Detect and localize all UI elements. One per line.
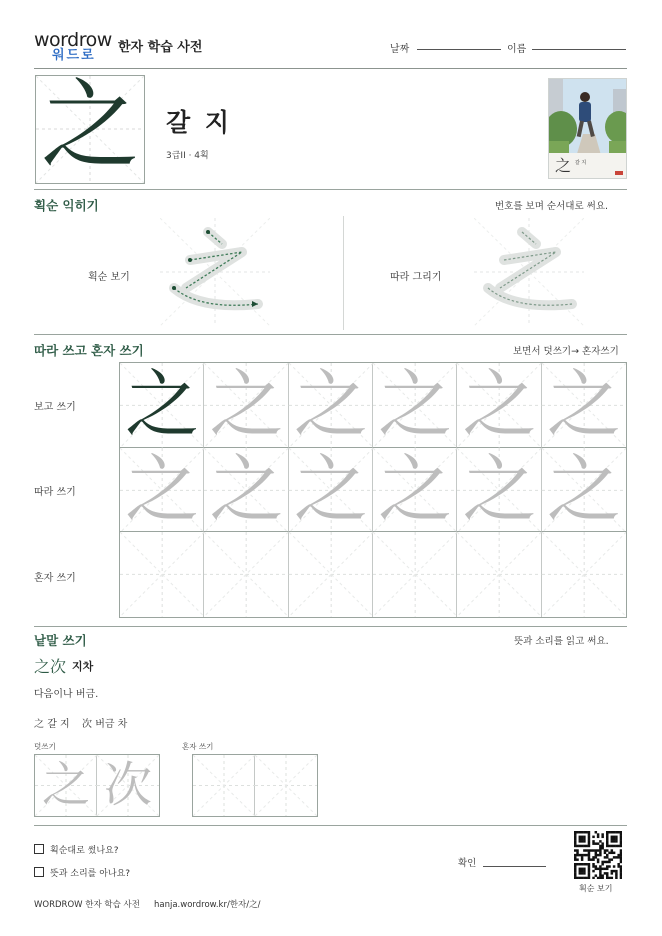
practice-cell[interactable] (120, 448, 204, 533)
logo-word: wordrow (34, 29, 112, 51)
practice-cell[interactable] (289, 448, 373, 533)
stroke-trace-label: 따라 그리기 (390, 272, 442, 283)
date-label: 날짜 (390, 44, 410, 55)
thumbnail-badge (615, 171, 623, 175)
word-trace-character: 之 (41, 757, 90, 813)
row-label-trace: 따라 쓰기 (34, 487, 76, 498)
word-reading: 지차 (72, 660, 94, 673)
practice-character: 之 (209, 446, 284, 533)
word-part-1 (34, 715, 70, 730)
practice-cell[interactable] (204, 363, 288, 448)
word-part-1-gloss: 갈 지 (47, 719, 70, 730)
stroke-view-label: 획순 보기 (88, 272, 130, 283)
practice-cell[interactable] (542, 363, 626, 448)
practice-cell[interactable] (542, 448, 626, 533)
practice-cell[interactable] (289, 532, 373, 617)
stroke-section-separator (343, 216, 344, 330)
word-cell[interactable] (97, 755, 159, 816)
word-cell[interactable] (35, 755, 97, 816)
practice-cell[interactable] (542, 532, 626, 617)
practice-section-title: 따라 쓰고 혼자 쓰기 (34, 343, 144, 358)
stroke-divider (34, 334, 627, 335)
meaning-sound: 갈 지 (166, 108, 233, 137)
practice-cell[interactable] (457, 448, 541, 533)
practice-character: 之 (378, 446, 453, 533)
checkbox-1[interactable] (34, 844, 44, 854)
practice-divider (34, 626, 627, 627)
word-divider (34, 825, 627, 826)
check-item-2-label: 뜻과 소리를 아나요? (50, 869, 131, 879)
practice-character: 之 (209, 362, 284, 448)
stroke-trace-diagram[interactable] (474, 218, 584, 326)
practice-character: 之 (462, 362, 537, 448)
thumbnail-caption-char: 之 (555, 156, 572, 175)
confirm-label: 확인 (458, 858, 477, 869)
practice-cell[interactable] (373, 448, 457, 533)
practice-cell[interactable] (457, 532, 541, 617)
practice-character: 之 (546, 446, 621, 533)
word-cell[interactable] (255, 755, 317, 816)
checkbox-2[interactable] (34, 867, 44, 877)
logo (34, 30, 110, 64)
stroke-instruction: 번호를 보며 순서대로 써요. (495, 201, 609, 212)
word-trace-box[interactable] (34, 754, 160, 817)
hero-character: 之 (40, 69, 139, 183)
practice-cell[interactable] (373, 532, 457, 617)
stroke-section-title: 획순 익히기 (34, 198, 99, 213)
practice-character: 之 (462, 446, 537, 533)
practice-grid (119, 362, 627, 618)
practice-character: 之 (293, 362, 368, 448)
check-item-2[interactable] (34, 866, 130, 879)
practice-character: 之 (546, 362, 621, 448)
word-cell[interactable] (193, 755, 255, 816)
confirm-field[interactable] (483, 866, 546, 867)
practice-character: 之 (125, 446, 200, 533)
thumbnail-caption-line: 갈 지 (575, 160, 587, 166)
name-label: 이름 (507, 44, 527, 55)
practice-cell[interactable] (120, 532, 204, 617)
word-hanja: 之次 (34, 657, 67, 676)
hero-divider (34, 189, 627, 190)
practice-cell[interactable] (120, 363, 204, 448)
qr-label: 획순 보기 (579, 884, 613, 893)
word-definition: 다음이나 버금. (34, 689, 99, 700)
practice-character: 之 (378, 362, 453, 448)
practice-character: 之 (125, 362, 200, 448)
word-part-1-char: 之 (34, 719, 44, 730)
logo-sub: 워드로 (52, 48, 96, 63)
practice-cell[interactable] (204, 532, 288, 617)
row-label-solo: 혼자 쓰기 (34, 573, 76, 584)
word-trace-label: 덧쓰기 (34, 742, 56, 751)
practice-instruction: 보면서 덧쓰기→ 혼자쓰기 (513, 346, 619, 357)
word-solo-label: 혼자 쓰기 (182, 742, 214, 751)
name-field[interactable] (532, 49, 626, 50)
word-instruction: 뜻과 소리를 읽고 써요. (514, 636, 609, 647)
grade-strokes: 3급II · 4획 (166, 151, 209, 161)
word-part-2-gloss: 버금 차 (95, 719, 128, 730)
practice-cell[interactable] (289, 363, 373, 448)
qr-icon (574, 831, 622, 879)
word-part-2 (82, 715, 127, 730)
practice-cell[interactable] (373, 363, 457, 448)
practice-cell[interactable] (204, 448, 288, 533)
word-solo-box[interactable] (192, 754, 318, 817)
qr-code[interactable] (574, 831, 622, 879)
practice-cell[interactable] (457, 363, 541, 448)
check-item-1[interactable] (34, 843, 119, 856)
footer-url[interactable]: hanja.wordrow.kr/한자/之/ (154, 900, 261, 910)
footer-brand: WORDROW 한자 학습 사전 (34, 900, 140, 910)
stroke-order-diagram (160, 218, 270, 326)
check-item-1-label: 획순대로 썼나요? (50, 846, 119, 856)
word-section-title: 낱말 쓰기 (34, 633, 87, 648)
hero-character-box (35, 69, 145, 184)
row-label-view: 보고 쓰기 (34, 402, 76, 413)
page-title: 한자 학습 사전 (118, 40, 203, 55)
illustration-thumbnail (548, 78, 627, 179)
practice-character: 之 (293, 446, 368, 533)
date-field[interactable] (417, 49, 501, 50)
word-trace-character: 次 (103, 757, 152, 813)
word-part-2-char: 次 (82, 719, 92, 730)
